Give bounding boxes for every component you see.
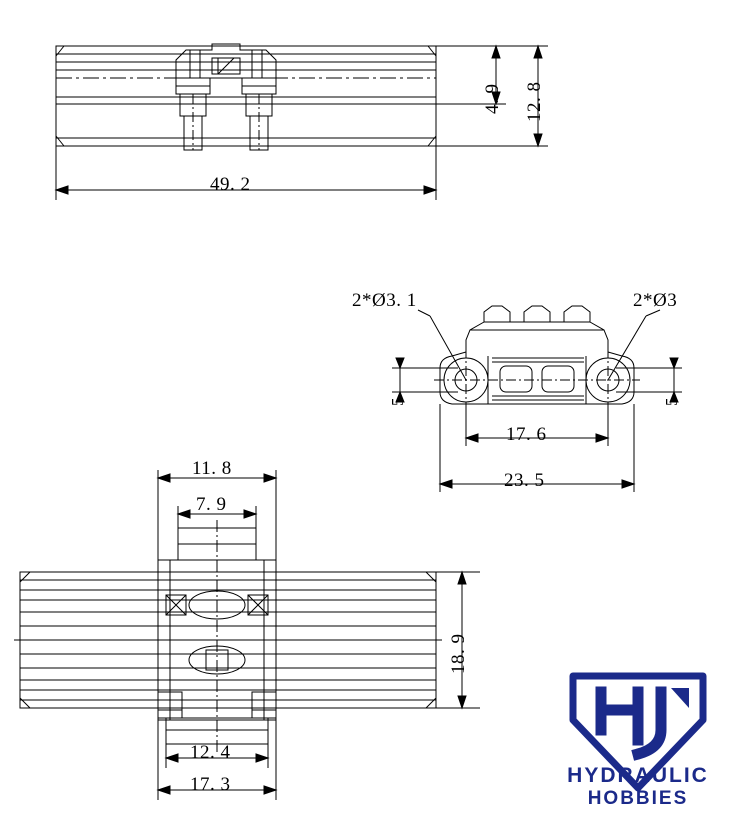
top-view-geometry bbox=[434, 306, 640, 412]
dim-plan-upper-outer-width: 11. 8 bbox=[192, 458, 232, 479]
dim-hole-callout-right: 2*Ø3 bbox=[633, 290, 678, 311]
logo-main-text: HYDRAULIC bbox=[567, 764, 709, 787]
top-view-dimensions bbox=[392, 310, 682, 492]
logo-sub-text: HOBBIES bbox=[587, 788, 689, 809]
hydraulic-hobbies-logo bbox=[543, 668, 733, 816]
dim-plan-lower-outer-width: 17. 3 bbox=[190, 774, 231, 795]
front-view-geometry bbox=[56, 44, 436, 150]
dim-front-overall-length: 49. 2 bbox=[210, 174, 251, 195]
dim-top-overall-length: 23. 5 bbox=[504, 470, 545, 491]
dim-plan-upper-inner-width: 7. 9 bbox=[196, 494, 227, 515]
dim-hole-callout-left: 2*Ø3. 1 bbox=[352, 290, 417, 311]
dim-front-rail-height: 4. 9 bbox=[482, 83, 503, 114]
dim-top-width-right: 5 bbox=[662, 397, 681, 406]
dim-top-width-left: 5 bbox=[388, 397, 407, 406]
dim-plan-rail-width: 18. 9 bbox=[448, 633, 469, 674]
dim-front-height: 12. 8 bbox=[524, 81, 545, 122]
dim-top-hole-spacing: 17. 6 bbox=[506, 424, 547, 445]
plan-view-geometry bbox=[14, 520, 442, 752]
dim-plan-lower-inner-width: 12. 4 bbox=[190, 742, 231, 763]
front-view-dimensions bbox=[56, 46, 548, 200]
